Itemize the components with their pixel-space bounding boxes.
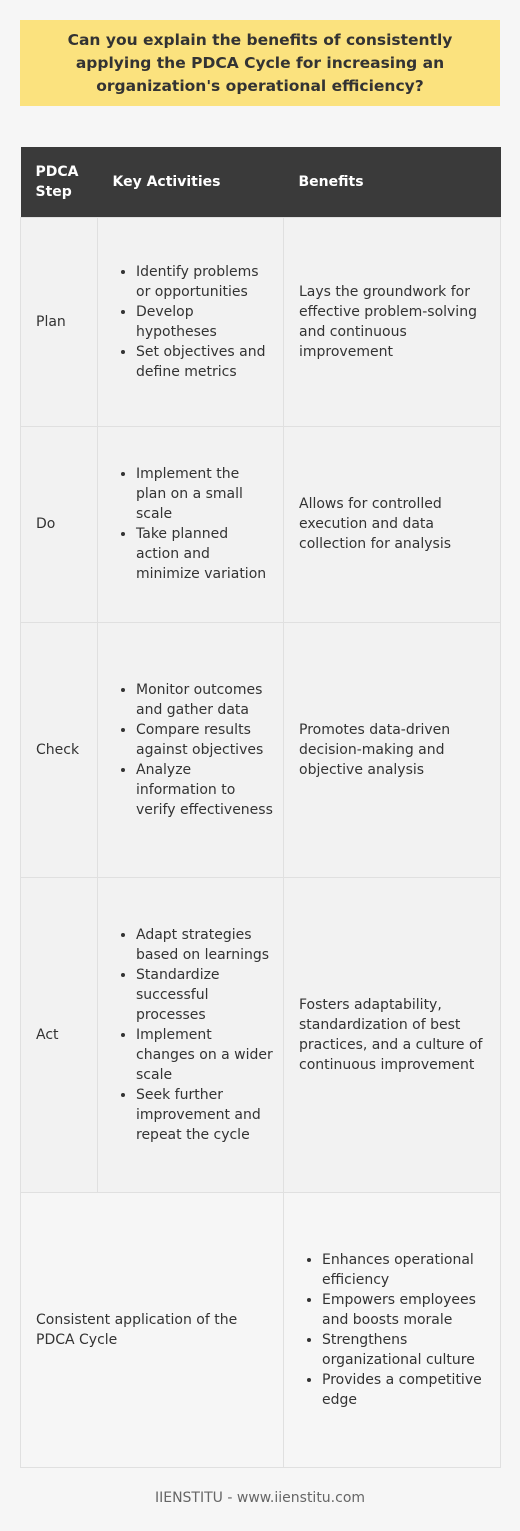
benefits-cell: Allows for controlled execution and data collection for analysis	[284, 426, 501, 622]
list-item: • Develop hypotheses	[136, 302, 273, 342]
list-item: • Analyze information to verify effectiveness	[136, 760, 273, 820]
list-item: • Monitor outcomes and gather data	[136, 680, 273, 720]
list-item: • Enhances operational efficiency	[322, 1250, 490, 1290]
list-item: • Compare results against objectives	[136, 720, 273, 760]
activities-list	[112, 925, 273, 1145]
header-step: PDCA Step	[21, 147, 98, 217]
pdca-table-container	[20, 147, 500, 1468]
summary-row	[21, 1192, 501, 1467]
activities-list	[112, 464, 273, 584]
list-item: • Adapt strategies based on learnings	[136, 925, 273, 965]
benefits-cell: Fosters adaptability, standardization of best practices, and a culture of continuous improvement	[284, 877, 501, 1192]
list-item: • Empowers employees and boosts morale	[322, 1290, 490, 1330]
list-item: • Seek further improvement and repeat the cycle	[136, 1085, 273, 1145]
benefits-cell: Lays the groundwork for effective problem-solving and continuous improvement	[284, 217, 501, 426]
question-banner	[20, 20, 500, 106]
step-cell: Check	[21, 622, 98, 877]
summary-label-cell: Consistent application of the PDCA Cycle	[21, 1192, 284, 1467]
activities-cell	[98, 426, 284, 622]
table-header-row	[21, 147, 501, 217]
list-item: • Provides a competitive edge	[322, 1370, 490, 1410]
activities-list	[112, 680, 273, 820]
question-text: Can you explain the benefits of consistently applying the PDCA Cycle for increasing an organization's operational efficiency?	[67, 30, 453, 95]
table-row	[21, 622, 501, 877]
header-benefits: Benefits	[284, 147, 501, 217]
summary-benefits-list	[298, 1250, 490, 1410]
summary-benefits-cell	[284, 1192, 501, 1467]
step-cell: Plan	[21, 217, 98, 426]
activities-cell	[98, 622, 284, 877]
benefits-cell: Promotes data-driven decision-making and objective analysis	[284, 622, 501, 877]
activities-cell	[98, 217, 284, 426]
footer-credit: IIENSTITU - www.iienstitu.com	[154, 1490, 366, 1506]
table-row	[21, 877, 501, 1192]
list-item: • Implement the plan on a small scale	[136, 464, 273, 524]
pdca-table	[20, 147, 501, 1468]
activities-list	[112, 262, 273, 382]
list-item: • Identify problems or opportunities	[136, 262, 273, 302]
step-cell: Do	[21, 426, 98, 622]
activities-cell	[98, 877, 284, 1192]
header-activities: Key Activities	[98, 147, 284, 217]
list-item: • Strengthens organizational culture	[322, 1330, 490, 1370]
list-item: • Implement changes on a wider scale	[136, 1025, 273, 1085]
list-item: • Take planned action and minimize variation	[136, 524, 273, 584]
list-item: • Set objectives and define metrics	[136, 342, 273, 382]
table-row	[21, 217, 501, 426]
step-cell: Act	[21, 877, 98, 1192]
list-item: • Standardize successful processes	[136, 965, 273, 1025]
table-row	[21, 426, 501, 622]
